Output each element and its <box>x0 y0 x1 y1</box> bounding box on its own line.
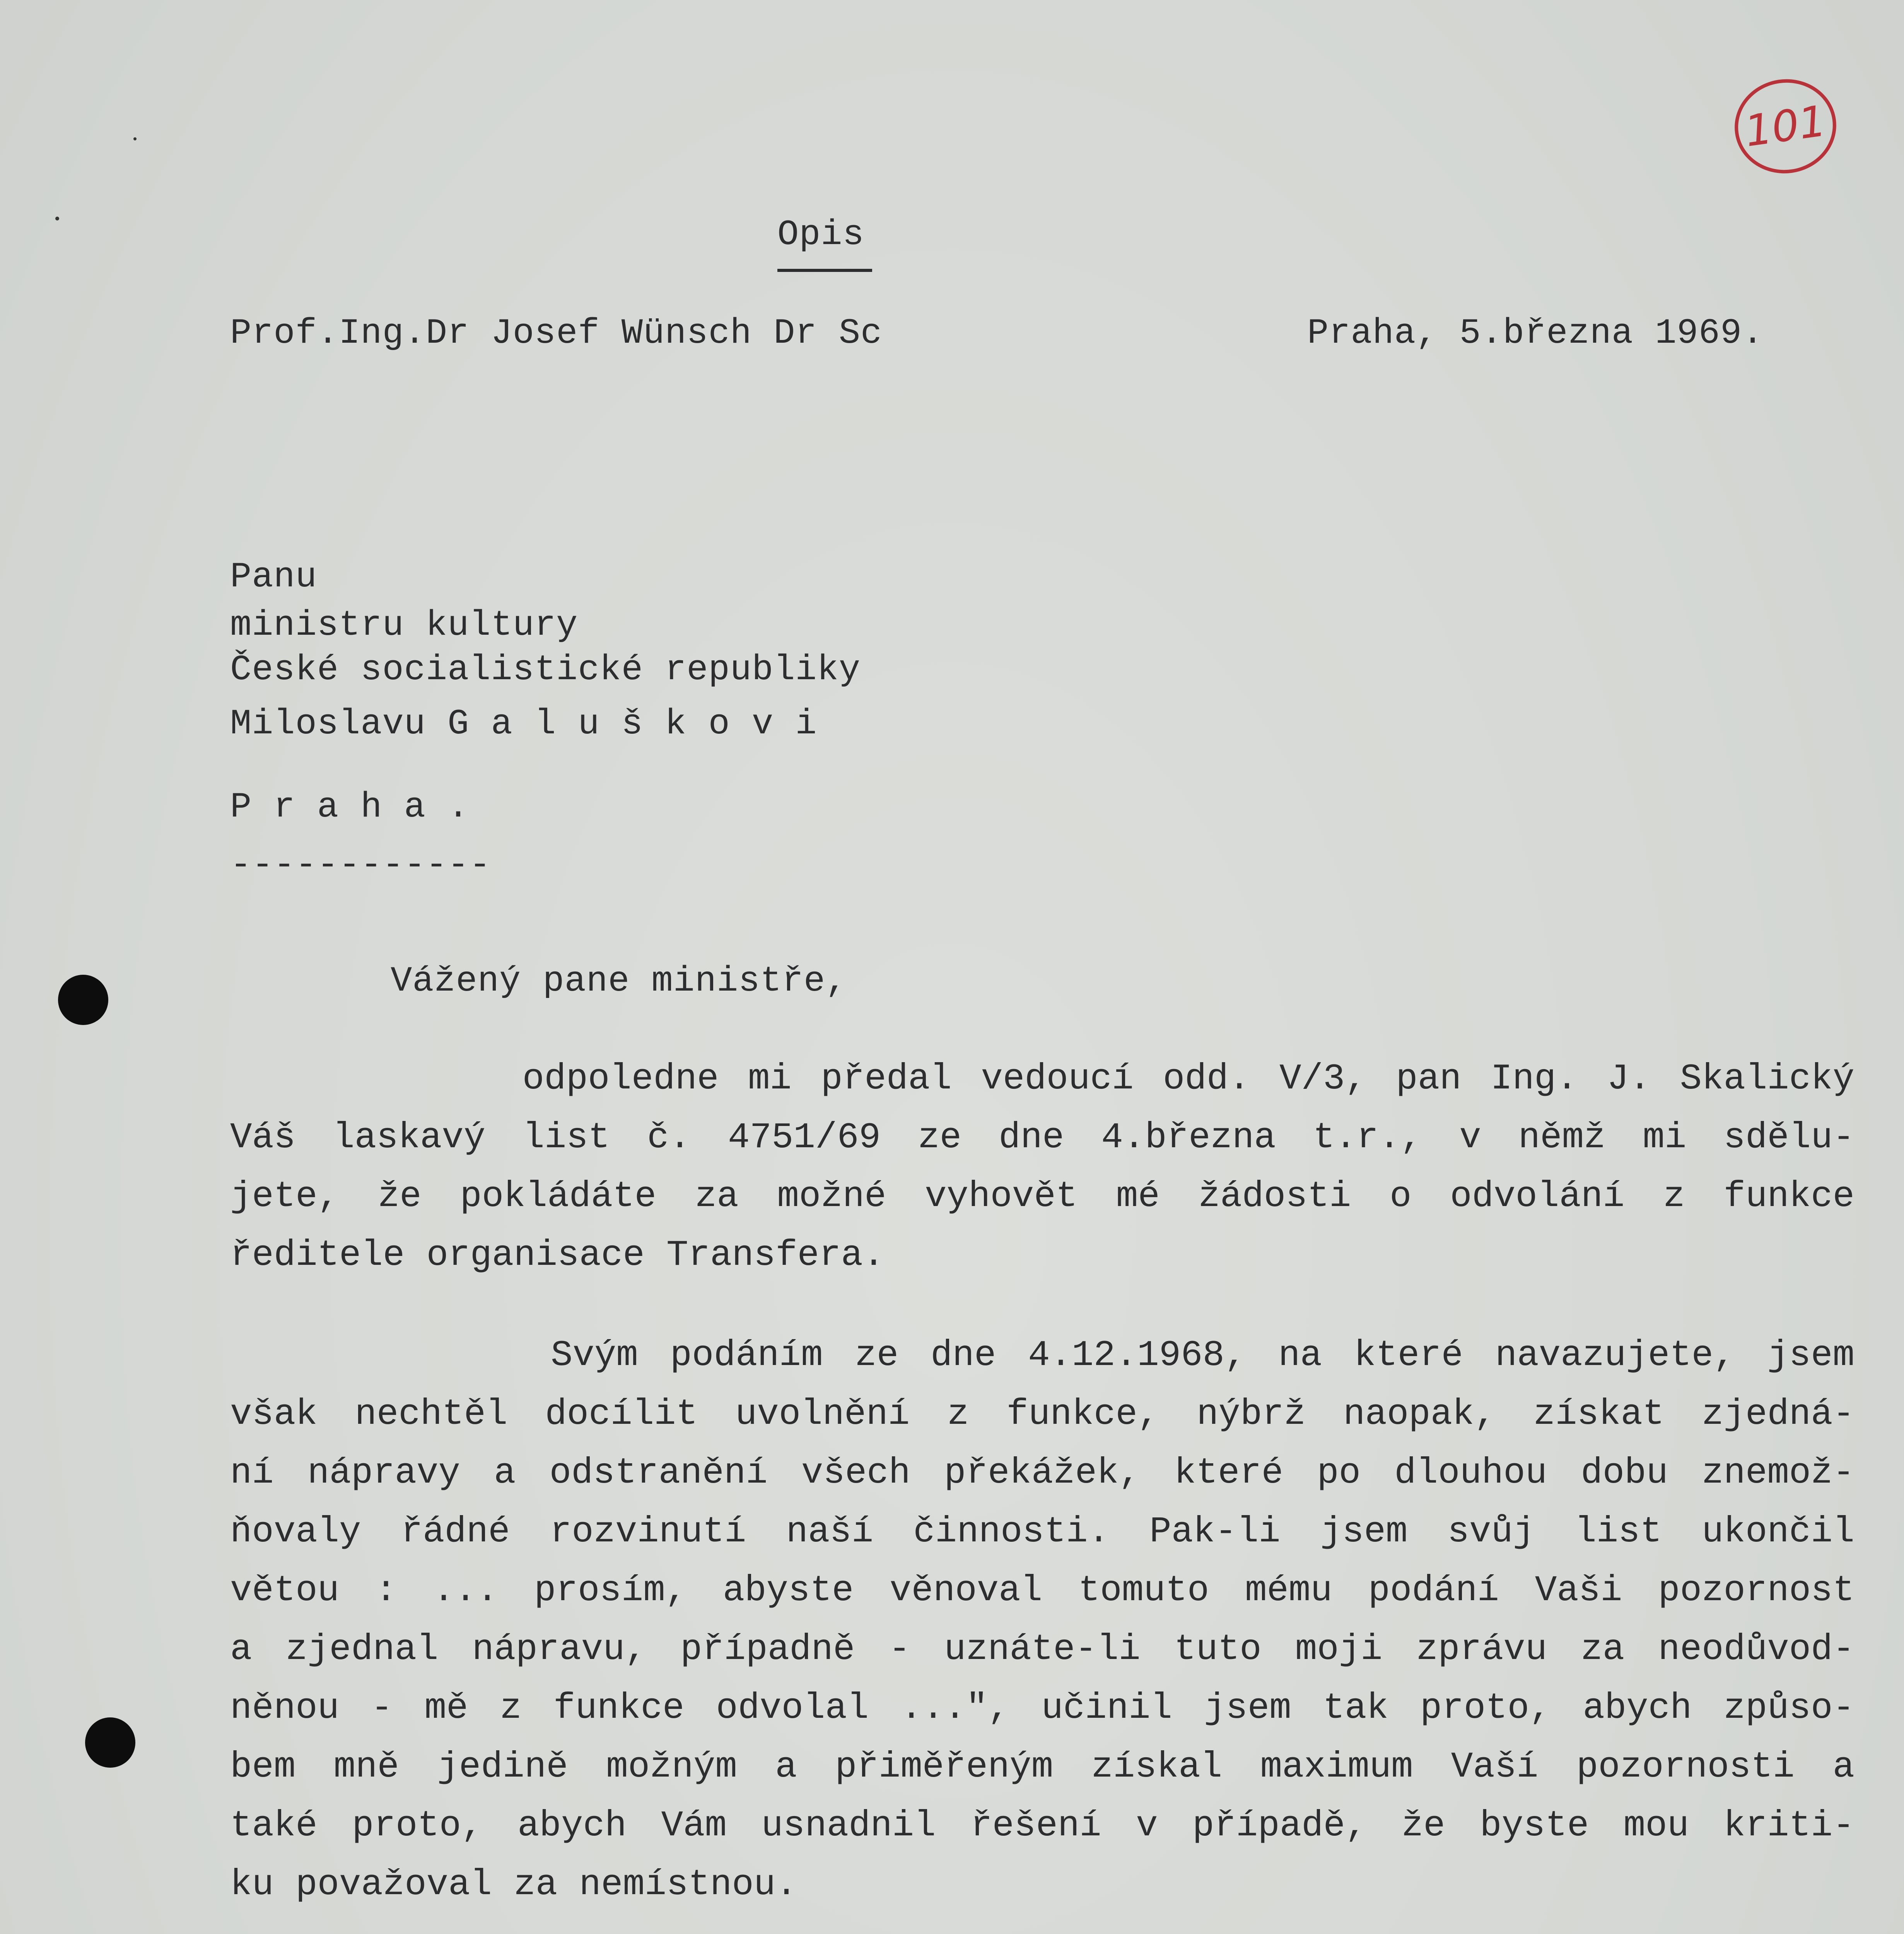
body-line: něnou - mě z funkce odvolal ...", učinil jsem tak proto, abych způso- <box>230 1688 1854 1729</box>
place-and-date: Praha, 5.března 1969. <box>1307 313 1764 354</box>
body-line: ředitele organisace Transfera. <box>230 1235 885 1276</box>
address-rule: ------------ <box>230 845 491 885</box>
punch-hole <box>85 1717 135 1768</box>
body-line: větou : ... prosím, abyste věnoval tomuto mému podání Vaši pozornost <box>230 1570 1854 1611</box>
body-line: ňovaly řádné rozvinutí naší činnosti. Pak-li jsem svůj list ukončil <box>230 1512 1854 1553</box>
body-line: Svým podáním ze dne 4.12.1968, na které navazujete, jsem <box>230 1335 1854 1376</box>
body-line: a zjednal nápravu, případně - uznáte-li tuto moji zprávu za neodůvod- <box>230 1629 1854 1670</box>
salutation: Vážený pane ministře, <box>391 961 847 1001</box>
recipient-name: Miloslavu G a l u š k o v i <box>230 704 817 744</box>
paper-speck <box>55 217 59 220</box>
body-line: ku považoval za nemístnou. <box>230 1864 797 1905</box>
stamp-number: 101 <box>1742 96 1829 156</box>
recipient-line-3: České socialistické republiky <box>230 649 861 690</box>
punch-hole <box>58 975 108 1025</box>
recipient-line-2: ministru kultury <box>230 605 578 646</box>
page-number-stamp <box>1728 73 1842 180</box>
document-title: Opis <box>777 214 864 255</box>
body-line: odpoledne mi předal vedoucí odd. V/3, pan Ing. J. Skalický <box>230 1059 1854 1100</box>
body-line: také proto, abych Vám usnadnil řešení v případě, že byste mou kriti- <box>230 1806 1854 1847</box>
sender-name: Prof.Ing.Dr Josef Wünsch Dr Sc <box>230 313 883 354</box>
title-underline <box>777 269 872 272</box>
body-line: Váš laskavý list č. 4751/69 ze dne 4.března t.r., v němž mi sdělu- <box>230 1117 1854 1158</box>
body-line: však nechtěl docílit uvolnění z funkce, nýbrž naopak, získat zjedná- <box>230 1394 1854 1435</box>
body-line: jete, že pokládáte za možné vyhovět mé žádosti o odvolání z funkce <box>230 1176 1854 1217</box>
recipient-line-1: Panu <box>230 557 317 597</box>
body-line: ní nápravy a odstranění všech překážek, které po dlouhou dobu znemož- <box>230 1453 1854 1494</box>
recipient-city: P r a h a . <box>230 787 470 827</box>
body-line: bem mně jedině možným a přiměřeným získal maximum Vaší pozornosti a <box>230 1747 1854 1788</box>
paper-speck <box>133 137 137 140</box>
